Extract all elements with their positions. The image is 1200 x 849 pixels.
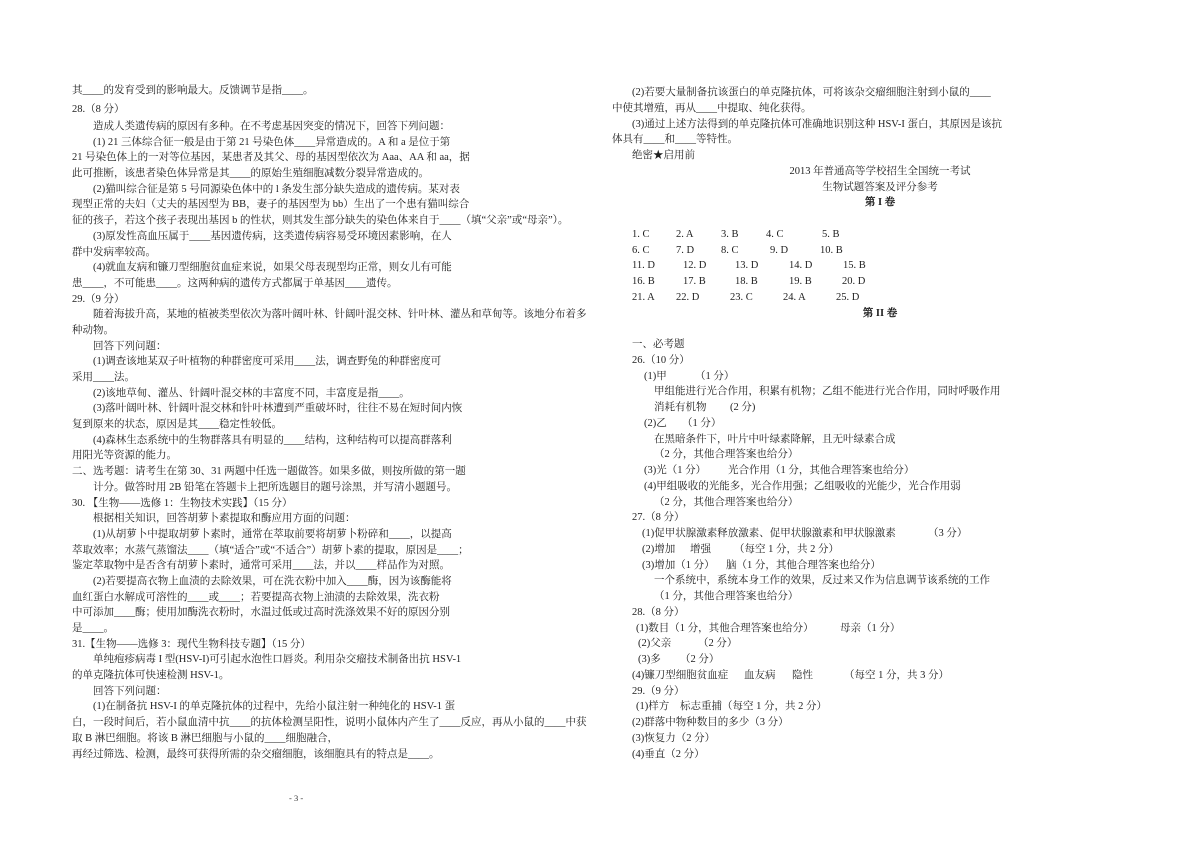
answer-text: 血友病	[744, 669, 776, 681]
answer-text: (1)样方	[636, 701, 670, 713]
elective-instructions: 二、选考题：请考生在第 30、31 两题中任选一题做答。如果多做，则按所做的第一题	[72, 466, 466, 478]
q27-continuation-line: 其____的发育受到的影响最大。反馈调节是指____。	[72, 85, 314, 96]
q26-answer-line: （2 分，其他合理答案也给分）	[654, 449, 799, 461]
answer-text: (1)甲	[644, 370, 667, 382]
choice-answer-row	[612, 227, 1172, 243]
q27-answer-line	[612, 558, 1172, 574]
q28-part4-line: 患____，不可能患____。这两种病的遗传方式都属于单基因____遗传。	[72, 277, 398, 289]
q28-intro: 造成人类遗传病的原因有多种。在不考虑基因突变的情况下，回答下列问题：	[93, 121, 450, 132]
answer-text: (3)增加（1 分）	[642, 559, 715, 571]
q27-answer-heading: 27.（8 分）	[632, 512, 685, 524]
q31-part2-line: (2)若要大量制备抗该蛋白的单克隆抗体，可将该杂交瘤细胞注射到小鼠的____	[632, 87, 991, 98]
q30-part1-line: (1)从胡萝卜中提取胡萝卜素时，通常在萃取前要将胡萝卜粉碎和____，以提高	[93, 528, 452, 540]
q29-part3-line: 复到原来的状态，原因是其____稳定性较低。	[72, 419, 282, 431]
choice-answer: 6. C	[632, 244, 650, 256]
choice-answer: 16. B	[632, 276, 655, 287]
q29-intro: 随着海拔升高，某地的植被类型依次为落叶阔叶林、针阔叶混交林、针叶林、灌丛和草甸等。该地分布着多	[93, 309, 587, 321]
answer-key-subtitle: 生物试题答案及评分参考	[822, 181, 938, 193]
q29-answer-line	[612, 699, 1172, 715]
q30-part1-line: 鉴定萃取物中是否含有胡萝卜素时，通常可采用____法，并以____样品作为对照。	[72, 560, 450, 572]
q31-intro: 单纯疱疹病毒 I 型(HSV-I)可引起水泡性口唇炎。利用杂交瘤技术制备出抗 HSV-1	[93, 654, 462, 666]
q29-intro: 种动物。	[72, 324, 114, 336]
q29-heading: 29.（9 分）	[72, 293, 125, 305]
answer-text: (1)促甲状腺激素释放激素、促甲状腺激素和甲状腺激素	[642, 528, 896, 539]
choice-answer: 9. D	[770, 244, 789, 256]
q27-answer-line: （1 分，其他合理答案也给分）	[654, 591, 799, 602]
score-note: （1 分）	[682, 417, 722, 429]
answer-text: (2)增加	[642, 543, 676, 555]
choice-answer: 25. D	[836, 291, 860, 303]
score-note: （每空 1 分，共 3 分）	[844, 669, 949, 681]
choice-answer: 12. D	[683, 260, 707, 272]
q29-prompt: 回答下列问题：	[93, 340, 167, 352]
q29-answer-line: (4)垂直（2 分）	[632, 748, 705, 760]
q31-part1-line: (1)在制备抗 HSV-I 的单克隆抗体的过程中，先给小鼠注射一种纯化的 HSV-1 蛋	[93, 701, 456, 713]
required-questions-heading: 一、必考题	[632, 339, 685, 350]
section-2-heading: 第 II 卷	[862, 307, 898, 319]
q30-part2-line: 中可添加____酶；使用加酶洗衣粉时，水温过低或过高时洗涤效果不好的原因分别	[72, 607, 450, 619]
choice-answer: 5. B	[822, 228, 840, 240]
q29-part4-line: (4)森林生态系统中的生物群落具有明显的____结构，这种结构可以提高群落利	[93, 434, 452, 446]
choice-answer: 22. D	[676, 291, 700, 303]
q26-answer-line: 甲组能进行光合作用，积累有机物；乙组不能进行光合作用，同时呼吸作用	[654, 386, 1001, 398]
q26-answer-line: (4)甲组吸收的光能多，光合作用强；乙组吸收的光能少，光合作用弱	[644, 480, 961, 492]
q29-part2-line: (2)该地草甸、灌丛、针阔叶混交林的丰富度不同，丰富度是指____。	[93, 387, 410, 399]
answer-text: (2)父亲	[638, 638, 672, 650]
choice-answer: 3. B	[721, 228, 739, 240]
q28-part3-line: 群中发病率较高。	[72, 246, 156, 258]
q31-part3-line: (3)通过上述方法得到的单克隆抗体可准确地识别这种 HSV-I 蛋白，其原因是该抗	[632, 118, 1003, 130]
q28-answer-line	[612, 636, 1172, 652]
q30-part1-line: 萃取效率；水蒸气蒸馏法____（填“适合”或“不适合”）胡萝卜素的提取，原因是____；	[72, 544, 469, 556]
q29-part1-line: (1)调查该地某双子叶植物的种群密度可采用____法，调查野兔的种群密度可	[93, 356, 442, 368]
answer-text: (2)乙	[644, 417, 667, 429]
q30-intro: 根据相关知识，回答胡萝卜素提取和酶应用方面的问题：	[93, 513, 356, 525]
answer-text: 母亲（1 分）	[840, 622, 901, 634]
q31-part2-line: 中使其增殖，再从____中提取、纯化获得。	[612, 102, 812, 114]
choice-answer: 14. D	[789, 260, 813, 272]
q28-part1-line: (1) 21 三体综合征一般是由于第 21 号染色体____异常造成的。A 和 a 是位于第	[93, 136, 451, 148]
page-number: - 3 -	[289, 793, 304, 803]
choice-answer-row	[612, 290, 1172, 306]
elective-instructions: 计分。做答时用 2B 铅笔在答题卡上把所选题目的题号涂黑，并写清小题题号。	[93, 481, 458, 493]
choice-answer: 21. A	[632, 291, 655, 303]
q26-answer-line	[612, 400, 1172, 416]
choice-answer: 7. D	[676, 244, 695, 256]
q31-prompt: 回答下列问题：	[93, 685, 167, 697]
q31-part1-line: 白，一段时间后，若小鼠血清中抗____的抗体检测呈阳性，说明小鼠体内产生了____反应，再从小鼠的____中获	[72, 717, 587, 729]
q30-part2-line: (2)若要提高衣物上血渍的去除效果，可在洗衣粉中加入____酶，因为该酶能将	[93, 575, 452, 587]
choice-answer: 24. A	[783, 291, 806, 303]
score-note: (2 分)	[730, 402, 756, 413]
choice-answer: 17. B	[683, 276, 706, 287]
choice-answer: 2. A	[676, 228, 694, 240]
q26-answer-line: 在黑暗条件下，叶片中叶绿素降解，且无叶绿素合成	[654, 433, 896, 445]
q30-heading: 30. 【生物——选修 1：生物技术实践】（15 分）	[72, 497, 293, 509]
q30-part2-line: 血红蛋白水解成可溶性的____或____；若要提高衣物上油渍的去除效果，洗衣粉	[72, 591, 440, 603]
q28-heading: 28.（8 分）	[72, 104, 125, 115]
score-note: （2 分）	[698, 638, 738, 650]
q27-answer-line: 一个系统中，系统本身工作的效果，反过来又作为信息调节该系统的工作	[654, 575, 990, 587]
q26-answer-line	[612, 463, 1172, 479]
q27-answer-line	[612, 526, 1172, 542]
q26-answer-line	[612, 416, 1172, 432]
answer-key-title: 2013 年普通高等学校招生全国统一考试	[789, 165, 971, 177]
q28-answer-heading: 28.（8 分）	[632, 606, 685, 618]
q28-answer-line	[612, 621, 1172, 637]
score-note: （1 分）	[695, 370, 735, 382]
q28-part3-line: (3)原发性高血压属于____基因遗传病，这类遗传病容易受环境因素影响，在人	[93, 230, 452, 242]
q28-answer-line	[612, 668, 1172, 684]
q27-answer-line	[612, 542, 1172, 558]
q28-part2-line: 征的孩子，若这个孩子表现出基因 b 的性状，则其发生部分缺失的染色体来自于____（填“父亲”或“母亲”）。	[72, 215, 569, 227]
answer-text: (4)镰刀型细胞贫血症	[632, 669, 729, 681]
score-note: （每空 1 分，共 2 分）	[734, 543, 839, 555]
q28-part4-line: (4)就血友病和镰刀型细胞贫血症来说，如果父母表现型均正常，则女儿有可能	[93, 262, 452, 274]
section-1-heading: 第 I 卷	[864, 197, 896, 209]
q28-part1-line: 21 号染色体上的一对等位基因，某患者及其父、母的基因型依次为 Aaa、AA 和 aa，据	[72, 152, 470, 164]
answer-text: 隐性	[792, 669, 813, 681]
answer-text: (3)多	[638, 654, 661, 665]
q28-part2-line: 现型正常的夫妇（丈夫的基因型为 BB，妻子的基因型为 bb）生出了一个患有猫叫综合	[72, 199, 470, 211]
answer-text: 脑（1 分，其他合理答案也给分）	[726, 559, 881, 571]
choice-answer: 11. D	[632, 260, 655, 272]
choice-answer: 15. B	[843, 260, 866, 272]
q29-answer-heading: 29.（9 分）	[632, 685, 685, 697]
q29-answer-line: (3)恢复力（2 分）	[632, 732, 716, 744]
choice-answer-row	[612, 243, 1172, 259]
answer-text: 消耗有机物	[654, 402, 707, 413]
choice-answer: 4. C	[766, 228, 784, 240]
q26-answer-line: （2 分，其他合理答案也给分）	[654, 496, 799, 508]
left-column	[72, 82, 612, 762]
choice-answer-row	[612, 258, 1172, 274]
answer-text: 光合作用（1 分，其他合理答案也给分）	[728, 465, 915, 476]
q29-answer-line: (2)群落中物种数目的多少（3 分）	[632, 717, 789, 728]
choice-answer: 8. C	[721, 244, 739, 256]
q29-part3-line: (3)落叶阔叶林、针阔叶混交林和针叶林遭到严重破坏时，往往不易在短时间内恢	[93, 403, 463, 415]
q28-part2-line: (2)猫叫综合征是第 5 号同源染色体中的 l 条发生部分缺失造成的遗传病。某对表	[93, 183, 460, 195]
q31-part3-line: 体具有____和____等特性。	[612, 134, 738, 146]
q29-part1-line: 采用____法。	[72, 372, 135, 383]
confidential-mark: 绝密★启用前	[632, 150, 695, 161]
q28-answer-line	[612, 652, 1172, 668]
choice-answer: 10. B	[820, 244, 843, 256]
score-note: （2 分）	[680, 654, 720, 665]
answer-text: 增强	[690, 543, 711, 555]
answer-text: 标志重捕（每空 1 分，共 2 分）	[680, 701, 827, 713]
answer-text: (1)数目（1 分，其他合理答案也给分）	[636, 622, 814, 634]
q26-answer-heading: 26.（10 分）	[632, 354, 690, 366]
choice-answer: 19. B	[789, 276, 812, 287]
blank-line	[612, 321, 1172, 337]
q31-intro: 的单克隆抗体可快速检测 HSV-1。	[72, 670, 230, 682]
q28-part1-line: 此可推断，该患者染色体异常是其____的原始生殖细胞减数分裂异常造成的。	[72, 168, 429, 180]
q31-heading: 31.【生物——选修 3：现代生物科技专题】（15 分）	[72, 638, 311, 650]
choice-answer: 1. C	[632, 228, 650, 240]
choice-answer-row	[612, 274, 1172, 290]
q31-part1-line: 取 B 淋巴细胞。将该 B 淋巴细胞与小鼠的____细胞融合，	[72, 732, 339, 744]
choice-answer: 18. B	[735, 276, 758, 287]
choice-answer: 20. D	[842, 276, 866, 287]
q30-part2-line: 是____。	[72, 623, 114, 634]
blank-line	[612, 211, 1172, 227]
q31-part1-line: 再经过筛选、检测，最终可获得所需的杂交瘤细胞，该细胞具有的特点是____。	[72, 748, 440, 760]
right-column	[612, 85, 1172, 762]
q29-part4-line: 用阳光等资源的能力。	[72, 450, 177, 462]
choice-answer: 13. D	[735, 260, 759, 272]
choice-answer: 23. C	[730, 291, 753, 303]
answer-text: (3)光（1 分）	[644, 465, 707, 476]
score-note: （3 分）	[928, 528, 968, 539]
q26-answer-line	[612, 369, 1172, 385]
